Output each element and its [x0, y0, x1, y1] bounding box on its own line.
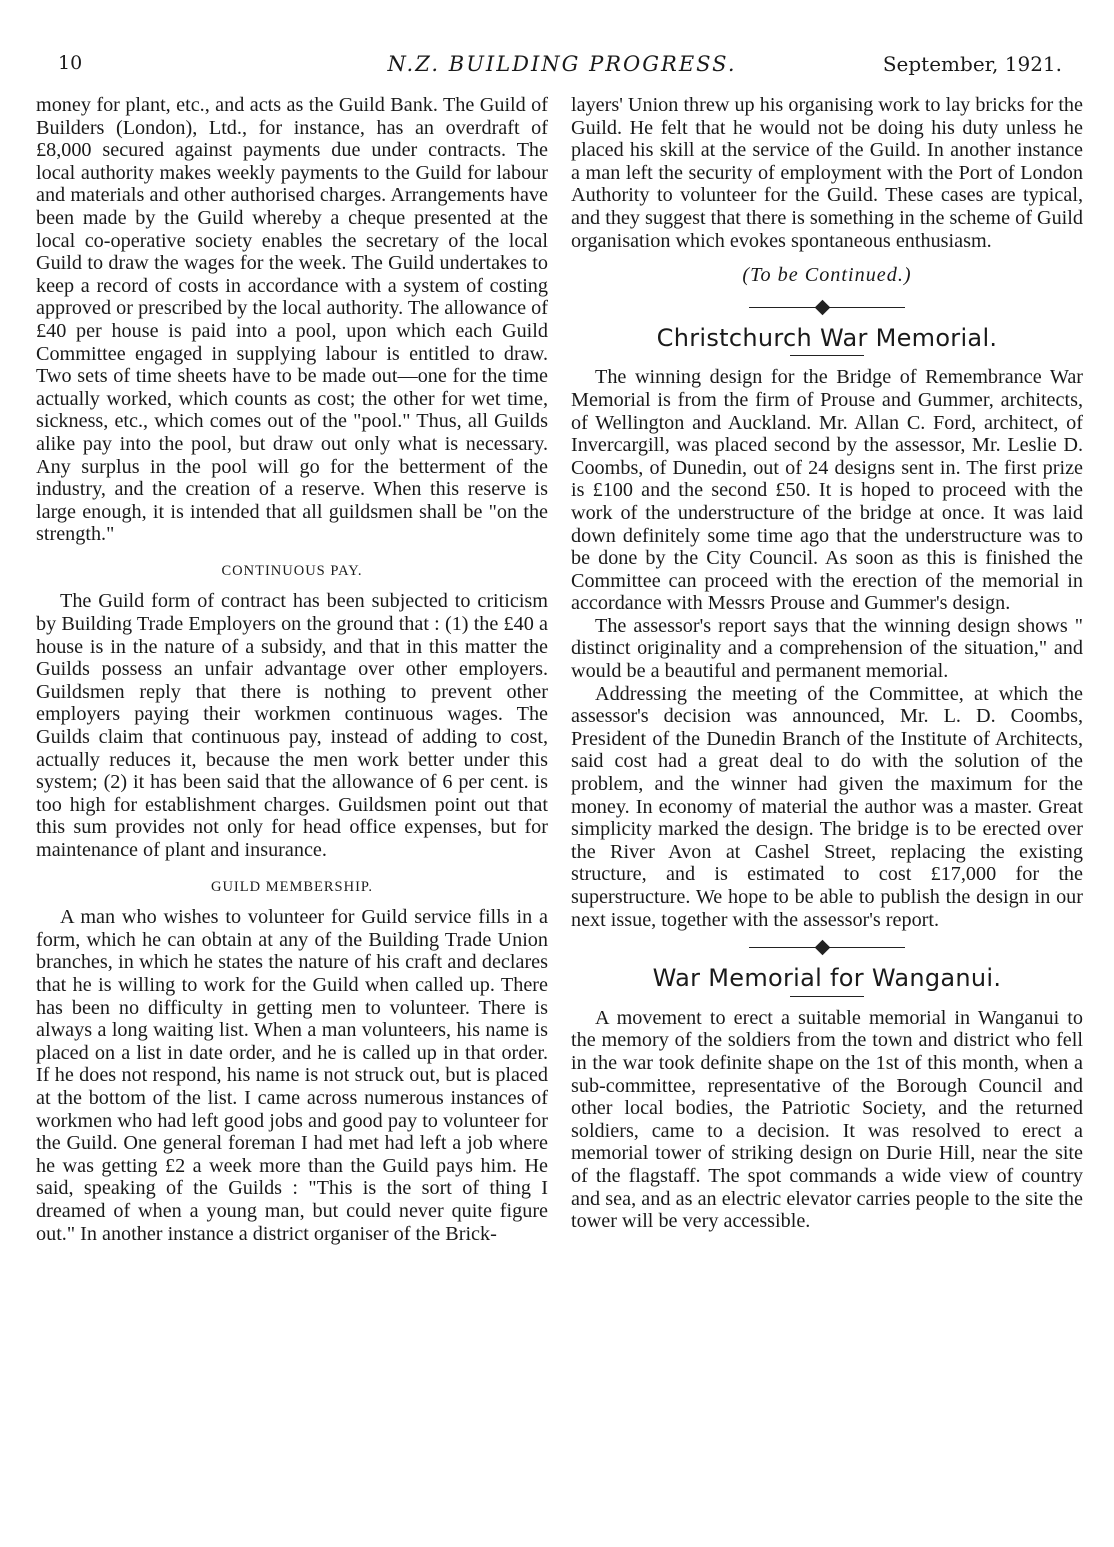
paragraph: Addressing the meeting of the Committee, at which the assessor's decision was announced, Mr. L. D. Coombs, President of the Dunedin Branch of the Institute of Architects, said cost had a great deal to do with the solution of the problem, and the winner had given the maximum for the money. In economy of material the author was a master. Great simplicity marked the design. The bridge is to be erected over the River Avon at Cashel Street, replacing the existing structure, and is estimated to cost £17,000 for the superstructure. We hope to be able to publish the design in our next issue, together with the assessor's report.	[571, 682, 1083, 931]
issue-date: September, 1921.	[882, 52, 1062, 76]
paragraph: A movement to erect a suitable memorial in Wanganui to the memory of the soldiers from the town and district who fell in the war took definite shape on the 1st of this month, when a sub-committee, representative of the Borough Council and other local bodies, the Patriotic Society, and the returned soldiers, came to a decision. It was resolved to erect a memorial tower of striking design on Durie Hill, near the site of the flagstaff. The spot commands a wide view of country and sea, and as an electric elevator carries people to the site the tower will be very accessible.	[571, 1006, 1083, 1233]
paragraph: The winning design for the Bridge of Remembrance War Memorial is from the firm of Prouse and Gummer, architects, of Wellington and Auckland. Mr. Allan C. Ford, architect, of Invercargill, was placed second by the assessor, Mr. Leslie D. Coombs, of Dunedin, out of 24 designs sent in. The first prize is £100 and the second £50. It is hoped to proceed with the work of the understructure of the bridge at once. It was laid down definitely some time ago that the understructure was to be done by the City Council. As soon as this is finished the Committee can proceed with the erection of the memorial in accordance with Messrs Prouse and Gummer's design.	[571, 366, 1083, 615]
page-header	[40, 52, 1084, 84]
diamond-ornament-icon	[815, 940, 831, 956]
article-title: War Memorial for Wanganui.	[652, 964, 1002, 993]
title-rule	[790, 996, 864, 997]
ornament-divider	[571, 937, 1083, 959]
ornament-divider	[571, 297, 1083, 319]
section-heading: GUILD MEMBERSHIP.	[210, 878, 373, 895]
paragraph: The Guild form of contract has been subjected to criticism by Building Trade Employers on the ground that : (1) the £40 a house is in the nature of a subsidy, and that in this matter the Guilds possess an unfair advantage over other employers. Guildsmen reply that there is nothing to prevent other employers paying their workmen continuous wages. The Guilds claim that continuous pay, instead of adding to cost, actually reduces it, because the men work better under this system; (2) it has been said that the allowance of 6 per cent. is too high for establishment charges. Guildsmen point out that this sum provides not only for head office expenses, but for maintenance of plant and insurance.	[36, 590, 548, 861]
title-rule	[790, 355, 864, 356]
paragraph: A man who wishes to volunteer for Guild service fills in a form, which he can obtain at any of the Building Trade Union branches, in which he states the nature of his craft and declares that he is willing to work for the Guild when called up. There has been no difficulty in getting men to volunteer. There is always a long waiting list. When a man volunteers, his name is placed on a list in date order, and he is called up in that order. If he does not respond, his name is not struck out, but is placed at the bottom of the list. I came across numerous instances of workmen who had left good jobs and good pay to volunteer for the Guild. One general foreman I had met had left a job where he was getting £2 a week more than the Guild pays him. He said, speaking of the Guilds : "This is the sort of thing I dreamed of when a young man, but could never quite figure out." In another instance a district organiser of the Brick-	[36, 906, 548, 1245]
diamond-ornament-icon	[815, 299, 831, 315]
left-column	[36, 94, 548, 1245]
publication-title: N.Z. BUILDING PROGRESS.	[387, 52, 737, 76]
paragraph: The assessor's report says that the winning design shows " distinct originality and a comprehension of the situation," and would be a beautiful and permanent memorial.	[571, 614, 1083, 683]
page-number: 10	[58, 52, 83, 74]
right-column	[571, 94, 1083, 1233]
section-heading: CONTINUOUS PAY.	[221, 562, 363, 579]
article-title: Christchurch War Memorial.	[656, 323, 998, 352]
paragraph: layers' Union threw up his organising work to lay bricks for the Guild. He felt that he would not be doing his duty unless he placed his skill at the service of the Guild. In another instance a man left the security of employment with the Port of London Authority to volunteer for the Guild. These cases are typical, and they suggest that there is something in the scheme of Guild organisation which evokes spontaneous enthusiasm.	[571, 94, 1083, 252]
to-be-continued: (To be Continued.)	[742, 264, 912, 287]
paragraph: money for plant, etc., and acts as the Guild Bank. The Guild of Builders (London), Ltd., for instance, has an overdraft of £8,000 secured against payments due under contracts. The local authority makes weekly payments to the Guild for labour and materials and other authorised charges. Arrangements have been made by the Guild whereby a cheque presented at the local co-operative society enables the secretary of the local Guild to draw the wages for the week. The Guild undertakes to keep a record of costs in accordance with a system of costing approved or prescribed by the local authority. The allowance of £40 per house is paid into a pool, upon which each Guild Committee engaged in supplying labour is entitled to draw. Two sets of time sheets have to be made out—one for the time actually worked, which counts as cost; the other for wet time, sickness, etc., which comes out of the "pool." Thus, all Guilds alike pay into the pool, but draw out only what is necessary. Any surplus in the pool will go for the betterment of the industry, and the creation of a reserve. When this reserve is large enough, it is intended that all guildsmen shall be "on the strength."	[36, 94, 548, 546]
